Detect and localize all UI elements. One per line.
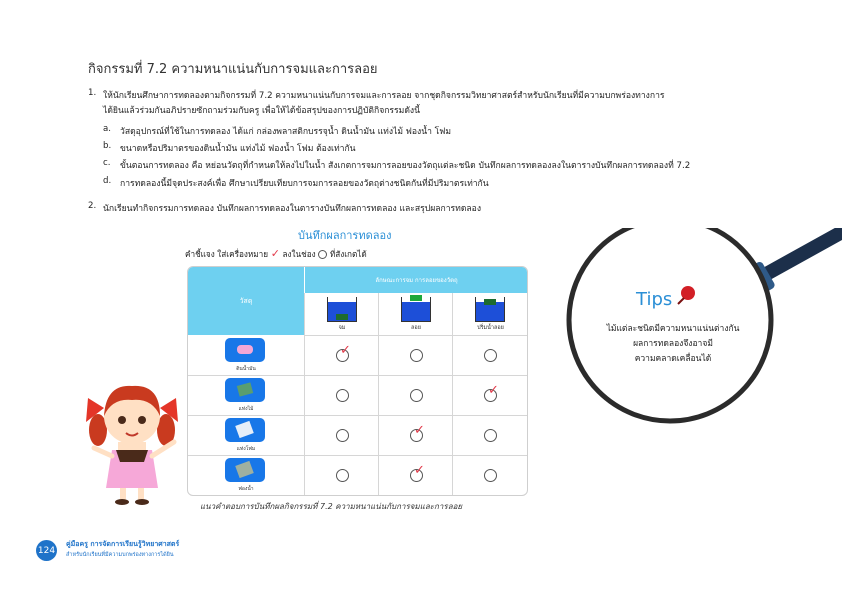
header-material: วัสดุ — [188, 267, 304, 335]
radio-circle-icon — [318, 250, 327, 259]
footer-book-subtitle: สำหรับนักเรียนที่มีความบกพร่องทางการได้ยิน — [66, 552, 174, 558]
tips-title: Tips — [636, 289, 673, 310]
table-caption: บันทึกผลการทดลอง — [298, 229, 392, 242]
subitem-b-text: ขนาดหรือปริมาตรของดินน้ำมัน แท่งไม้ ฟองน้ำ โฟม ต้องเท่ากัน — [120, 144, 356, 154]
column-float — [378, 293, 453, 336]
option-float-foam[interactable]: ✓ — [410, 429, 423, 442]
item-2-text: นักเรียนทำกิจกรรมการทดลอง บันทึกผลการทดลองในตารางบันทึกผลการทดลอง และสรุปผลการทดลอง — [103, 204, 482, 214]
column-sink — [304, 293, 379, 336]
results-table — [187, 266, 528, 496]
beaker-float-icon — [401, 297, 431, 322]
material-label: แท่งไม้ — [238, 406, 254, 412]
column-label-semi-float: ปริ่มน้ำลอย — [477, 325, 504, 331]
page-number: 124 — [36, 540, 57, 561]
option-sink-sponge[interactable] — [336, 469, 349, 482]
material-label: ฟองน้ำ — [238, 486, 254, 492]
beaker-semi-float-icon — [475, 297, 505, 322]
option-semi-float-wood[interactable]: ✓ — [484, 389, 497, 402]
option-semi-float-foam[interactable] — [484, 429, 497, 442]
table-row — [188, 415, 304, 456]
footer-book-title: คู่มือครู การจัดการเรียนรู้วิทยาศาสตร์ — [66, 540, 180, 548]
instruction-post: ที่สังเกตได้ — [329, 249, 367, 259]
option-float-sponge[interactable]: ✓ — [410, 469, 423, 482]
option-sink-foam[interactable] — [336, 429, 349, 442]
page-title: กิจกรรมที่ 7.2 ความหนาแน่นกับการจมและการลอย — [88, 62, 378, 77]
subitem-b-letter: b. — [103, 141, 112, 151]
subitem-d-text: การทดลองนี้มีจุดประสงค์เพื่อ ศึกษาเปรียบเทียบการจมการลอยของวัตถุต่างชนิดกันที่มีปริมาตรเท่ากัน — [120, 179, 489, 189]
option-sink-clay[interactable]: ✓ — [336, 349, 349, 362]
subitem-c-letter: c. — [103, 158, 111, 168]
item-1-text-line1: ให้นักเรียนศึกษาการทดลองตามกิจกรรมที่ 7.2 ความหนาแน่นกับการจมและการลอย จากชุดกิจกรรมวิทยาศาสตร์สำหรับนักเรียนที่มีความบกพร่องทางการ — [103, 91, 665, 101]
beaker-sink-icon — [327, 297, 357, 322]
option-sink-wood[interactable] — [336, 389, 349, 402]
subitem-a-text: วัสดุอุปกรณ์ที่ใช้ในการทดลอง ได้แก่ กล่องพลาสติกบรรจุน้ำ ดินน้ำมัน แท่งไม้ ฟองน้ำ โฟม — [120, 127, 451, 137]
tips-line-1: ไม้แต่ละชนิดมีความหนาแน่นต่างกัน — [606, 324, 740, 334]
table-row — [188, 335, 304, 376]
tips-text — [588, 322, 758, 367]
tips-line-2: ผลการทดลองจึงอาจมี — [633, 339, 713, 349]
option-float-wood[interactable] — [410, 389, 423, 402]
pushpin-icon — [676, 284, 698, 306]
column-semi-float — [452, 293, 528, 336]
header-behavior: ลักษณะการจม การลอยของวัตถุ — [304, 267, 528, 293]
instruction-mid: ลงในช่อง — [282, 249, 316, 259]
girl-illustration — [82, 378, 182, 508]
subitem-d-letter: d. — [103, 176, 112, 186]
column-label-float: ลอย — [411, 325, 421, 331]
check-mark-icon: ✓ — [270, 247, 280, 260]
clay-icon — [225, 338, 265, 362]
subitem-a-letter: a. — [103, 124, 111, 134]
tips-line-3: ความคลาดเคลื่อนได้ — [634, 354, 712, 364]
material-label: ดินน้ำมัน — [236, 366, 256, 372]
item-1-text-line2: ได้ยินแล้วร่วมกันอภิปรายซักถามร่วมกับครู เพื่อให้ได้ข้อสรุปของการปฏิบัติกิจกรรมดังนี้ — [103, 106, 420, 116]
table-row — [188, 455, 304, 495]
option-semi-float-clay[interactable] — [484, 349, 497, 362]
table-bottom-caption: แนวคำตอบการบันทึกผลกิจกรรมที่ 7.2 ความหนาแน่นกับการจมและการลอย — [200, 502, 463, 511]
table-instruction — [185, 247, 367, 261]
item-1-number: 1. — [88, 88, 97, 98]
foam-icon — [225, 418, 265, 442]
subitem-c-text: ขั้นตอนการทดลอง คือ หย่อนวัตถุที่กำหนดให้ลงไปในน้ำ สังเกตการจมการลอยของวัตถุแต่ละชนิด บันทึกผลการทดลองลงในตารางบันทึกผลการทดลองที่ 7.2 — [120, 161, 691, 171]
sponge-icon — [225, 458, 265, 482]
option-float-clay[interactable] — [410, 349, 423, 362]
item-2-number: 2. — [88, 201, 97, 211]
material-label: แท่งโฟม — [236, 446, 256, 452]
instruction-pre: คำชี้แจง ใส่เครื่องหมาย — [185, 249, 269, 259]
table-row — [188, 375, 304, 416]
wood-block-icon — [225, 378, 265, 402]
option-semi-float-sponge[interactable] — [484, 469, 497, 482]
column-label-sink: จม — [338, 325, 346, 331]
